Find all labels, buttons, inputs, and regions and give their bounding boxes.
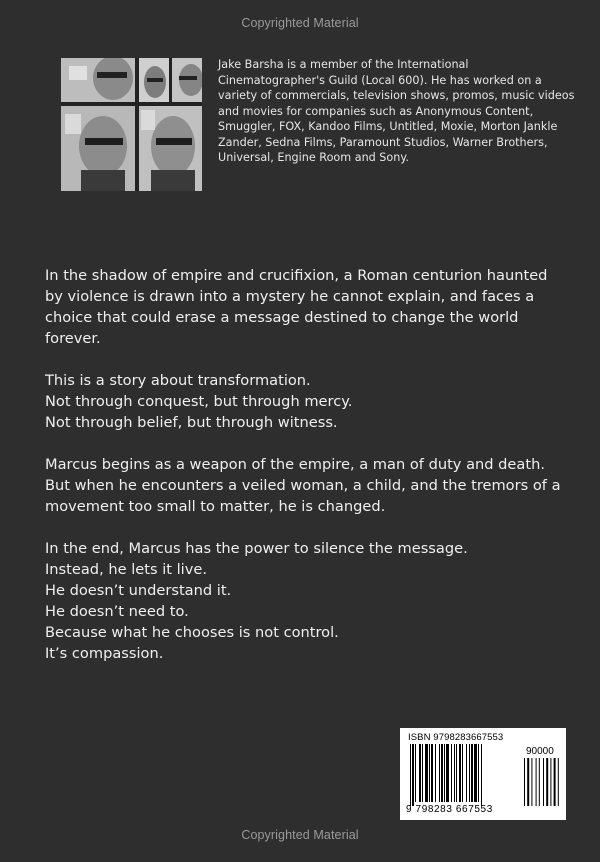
blurb-line: He doesn’t understand it. bbox=[45, 582, 232, 599]
barcode-bar bbox=[474, 744, 477, 802]
isbn-barcode bbox=[400, 728, 566, 820]
barcode-bar bbox=[422, 744, 423, 802]
barcode-bar bbox=[444, 744, 445, 802]
barcode-addon-bar bbox=[554, 758, 556, 806]
isbn-label: ISBN 9798283667553 bbox=[408, 732, 504, 743]
blurb-line: Not through belief, but through witness. bbox=[45, 414, 338, 431]
barcode-bar bbox=[412, 744, 414, 806]
back-cover-blurb bbox=[45, 265, 565, 685]
blurb-paragraph-1: In the shadow of empire and crucifixion, a Roman centurion haunted by violence is drawn into a mystery he cannot explain, and faces a choice that could erase a message destined to change the world forever. bbox=[45, 267, 548, 347]
blurb-line: He doesn’t need to. bbox=[45, 603, 189, 620]
barcode-bar bbox=[481, 744, 482, 806]
barcode-bar bbox=[459, 744, 461, 802]
copyright-watermark-bottom: Copyrighted Material bbox=[241, 828, 359, 842]
barcode-bar bbox=[419, 744, 421, 802]
blurb-line: In the end, Marcus has the power to silence the message. bbox=[45, 540, 468, 557]
author-photo bbox=[61, 58, 202, 191]
blurb-line: Instead, he lets it live. bbox=[45, 561, 207, 578]
barcode-bar bbox=[435, 744, 436, 802]
barcode-addon-bar bbox=[527, 758, 529, 806]
barcode-bar bbox=[446, 744, 449, 802]
barcode-bar bbox=[454, 744, 455, 802]
barcode-bar bbox=[451, 744, 452, 802]
barcode-bar bbox=[415, 744, 416, 802]
barcode-bar bbox=[431, 744, 433, 802]
barcode-addon-bar bbox=[539, 758, 540, 806]
barcode-addon-bar bbox=[524, 758, 525, 806]
author-headshot-image bbox=[61, 58, 202, 191]
barcode-bar bbox=[466, 744, 467, 802]
barcode-addon-bar bbox=[536, 758, 537, 806]
barcode-bar bbox=[410, 744, 411, 806]
blurb-line: Because what he chooses is not control. bbox=[45, 624, 339, 641]
barcode-addon-bar bbox=[550, 758, 551, 806]
barcode-bar bbox=[469, 744, 470, 802]
barcode-bar bbox=[429, 744, 430, 802]
barcode-bar bbox=[462, 744, 463, 802]
barcode-addon-bar bbox=[546, 758, 548, 806]
barcode-digits: 9 798283 667553 bbox=[406, 804, 493, 815]
blurb-paragraph-4 bbox=[45, 538, 565, 664]
author-bio: Jake Barsha is a member of the International Cinematographer's Guild (Local 600). He has worked on a variety of commercials, television shows, promos, music videos and movies for companies such as Anonymous Content, Smuggler, FOX, Kandoo Films, Untitled, Moxie, Morton Jankle Zander, Sedna Films, Paramount Studios, Warner Brothers, Universal, Engine Room and Sony. bbox=[218, 58, 575, 164]
barcode-bar bbox=[471, 744, 473, 802]
price-code: 90000 bbox=[526, 746, 554, 757]
barcode-bar bbox=[478, 744, 479, 802]
barcode-bar bbox=[456, 744, 457, 802]
blurb-line: It’s compassion. bbox=[45, 645, 164, 662]
barcode-bar bbox=[439, 744, 440, 802]
barcode-bar bbox=[425, 744, 428, 802]
barcode-addon-bar bbox=[543, 758, 544, 806]
barcode-addon-bar bbox=[531, 758, 532, 806]
blurb-paragraph-3: Marcus begins as a weapon of the empire, a man of duty and death. But when he encounters a veiled woman, a child, and the tremors of a movement too small to matter, he is changed. bbox=[45, 456, 561, 515]
copyright-watermark-top: Copyrighted Material bbox=[241, 16, 359, 30]
blurb-line: This is a story about transformation. bbox=[45, 372, 311, 389]
barcode-addon-bar bbox=[558, 758, 559, 806]
blurb-line: Not through conquest, but through mercy. bbox=[45, 393, 353, 410]
barcode-bar bbox=[441, 744, 443, 802]
blurb-paragraph-2 bbox=[45, 370, 565, 433]
